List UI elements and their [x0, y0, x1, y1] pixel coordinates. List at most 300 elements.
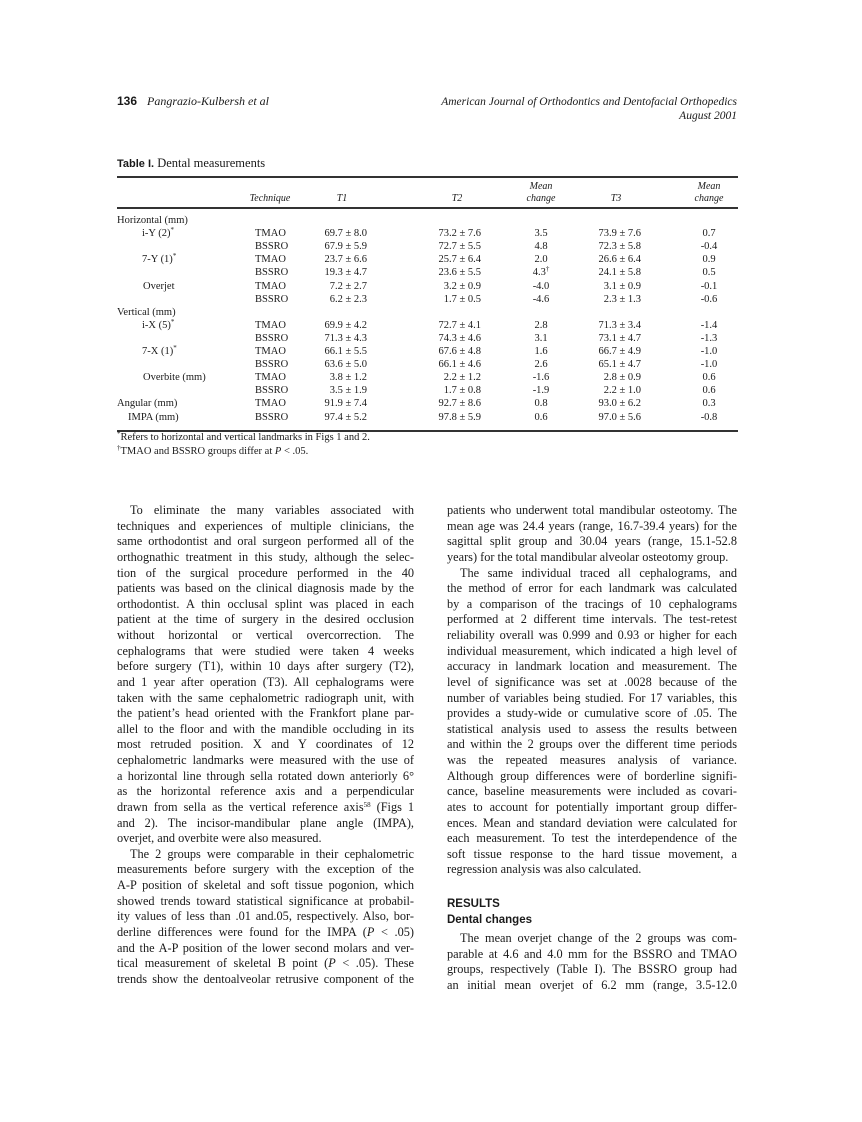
t3-cell [581, 253, 641, 266]
text-line [447, 831, 737, 847]
cell-value: TMAO [255, 346, 286, 357]
mean-change-2-cell [679, 397, 739, 410]
t3-cell [581, 280, 641, 293]
row-group-label [117, 306, 176, 319]
cell-value: BSSRO [255, 385, 289, 397]
footnote-mark: † [117, 444, 121, 452]
label-text: 7-Y (1) [142, 254, 173, 266]
header-line: change [526, 193, 556, 204]
table-title: Dental measurements [157, 156, 266, 170]
body-column-right [447, 503, 737, 994]
text-run: number of variables being studied. For 17 variables, this [447, 690, 737, 705]
technique-cell [255, 345, 286, 358]
cell-value: -0.4 [700, 241, 718, 253]
mean-change-2-cell [679, 293, 739, 306]
t3-cell [581, 332, 641, 345]
cell-value: 3.8 ± 1.2 [329, 372, 367, 384]
label-text: i-X (5) [142, 319, 171, 331]
t1-cell [307, 358, 367, 371]
text-run: The same individual traced all cephalograms, and [460, 565, 737, 580]
cell-value: 66.1 ± 5.5 [324, 346, 367, 357]
cell-value: BSSRO [255, 359, 289, 371]
text-run: and the A-P position of the lower second molars and ver- [117, 940, 414, 955]
t3-cell [581, 345, 641, 358]
t1-cell [307, 332, 367, 345]
text-line [117, 519, 414, 535]
row-group-label [117, 214, 188, 227]
label-text: Overbite (mm) [143, 372, 206, 384]
t1-cell [307, 227, 367, 240]
mean-change-1-cell [511, 227, 571, 240]
text-run: by a comparison of the tracings of 10 cephalograms [447, 596, 737, 611]
text-run: an initial mean overjet of 6.2 mm (range, 3.5-12.0 [447, 977, 737, 992]
cell-value: 19.3 ± 4.7 [324, 267, 367, 279]
technique-cell [255, 293, 288, 306]
text-line [447, 753, 737, 769]
t3-cell [581, 240, 641, 253]
text-line [117, 862, 414, 878]
text-line [117, 878, 414, 894]
page-number: 136 [117, 94, 138, 108]
cell-value: 24.1 ± 5.8 [598, 267, 641, 279]
mean-change-1-cell [511, 266, 571, 279]
text-line [117, 816, 414, 832]
t1-cell [307, 319, 367, 332]
mean-change-1-cell [511, 253, 571, 266]
row-label [128, 411, 179, 424]
cell-value: -1.0 [700, 359, 718, 371]
mean-change-2-cell [679, 411, 739, 424]
text-run: trends show the dentoalveolar retrusive component of the [117, 971, 414, 986]
label-text: IMPA (mm) [128, 411, 179, 423]
mean-change-2-cell [679, 266, 739, 279]
cell-value: 66.1 ± 4.6 [438, 359, 481, 371]
technique-cell [255, 411, 288, 424]
t2-cell [421, 345, 481, 358]
mean-change-1-cell [511, 397, 571, 410]
text-run: performed at 2 different time intervals. The test-retest [447, 612, 737, 627]
text-run: groups, respectively (Table I). The BSSRO group had [447, 962, 737, 977]
text-run: cephalograms that were studied were taken 4 weeks [117, 643, 414, 658]
cell-value: 4.8 [534, 241, 548, 253]
cell-value: TMAO [255, 319, 286, 331]
text-run: A-P position of skeletal and soft tissue pogonion, which [117, 878, 414, 892]
mean-change-1-cell [511, 371, 571, 384]
cell-value: 66.7 ± 4.9 [598, 346, 641, 357]
text-run: orthodontist. A thin occlusal splint was placed in each [117, 596, 414, 611]
text-run: provides a study-wide or cumulative score of .05. The [447, 706, 737, 721]
cell-value: 3.5 [534, 228, 548, 240]
cell-value: BSSRO [255, 332, 289, 344]
t3-cell [581, 227, 641, 240]
col-header-t3: T3 [610, 193, 622, 204]
text-run: ates to account for potentially important group differ- [447, 799, 737, 814]
header-line: Mean [697, 181, 721, 192]
text-line [447, 566, 737, 582]
landmark-footnote-mark: * [170, 226, 174, 235]
row-label [143, 280, 175, 293]
text-run: regression analysis was also calculated. [447, 862, 642, 877]
cell-value: BSSRO [255, 267, 289, 279]
text-run: To eliminate the many variables associated with [130, 503, 414, 517]
body-column-left [117, 503, 414, 987]
col-header-t1: T1 [336, 193, 348, 204]
text-run: a horizontal line through sella rotated down anteriorly 6° [117, 768, 414, 783]
text-run: mean age was 24.4 years (range, 16.7-39.4 years) for the [447, 518, 737, 533]
journal-name: American Journal of Orthodontics and Dentofacial Orthopedics [441, 96, 737, 108]
text-line [117, 581, 414, 597]
technique-cell [255, 384, 288, 397]
text-line [117, 644, 414, 660]
cell-value: 26.6 ± 6.4 [598, 254, 641, 266]
text-run: and within the 2 groups over the different time periods [447, 737, 737, 752]
cell-value: -4.0 [532, 280, 550, 292]
cell-value: 97.0 ± 5.6 [598, 411, 641, 423]
t3-cell [581, 397, 641, 410]
cell-value: 0.5 [702, 267, 716, 279]
mean-change-1-cell [511, 240, 571, 253]
row-group-label [117, 397, 177, 410]
text-run: and 1 year after operation (T3). All cephalograms were [117, 674, 414, 689]
cell-value: 25.7 ± 6.4 [438, 254, 481, 266]
mean-change-2-cell [679, 384, 739, 397]
text-run: < .05). These [335, 956, 414, 971]
cell-value: 63.6 ± 5.0 [324, 359, 367, 371]
text-line [447, 644, 737, 660]
cell-value: -1.6 [532, 372, 550, 384]
cell-value: 67.9 ± 5.9 [324, 241, 367, 253]
text-run: reliability overall was 0.999 and 0.93 or higher for each [447, 628, 737, 642]
cell-value: -1.4 [700, 319, 718, 331]
text-run: taken with the same cephalometric radiograph unit, with [117, 690, 414, 705]
text-line [117, 550, 414, 566]
mean-change-2-cell [679, 345, 739, 358]
text-run: was the repeated measures analysis of variance. [447, 753, 737, 767]
landmark-footnote-mark: * [172, 252, 177, 261]
cell-value: 2.8 ± 0.9 [603, 372, 641, 384]
col-header-mean-change-2 [679, 181, 739, 205]
italic-symbol: P [328, 956, 336, 971]
text-line [447, 931, 737, 947]
t3-cell [581, 266, 641, 279]
cell-value: 0.6 [702, 385, 716, 397]
cell-value: 0.9 [702, 254, 716, 266]
t2-cell [421, 384, 481, 397]
text-line [447, 550, 737, 566]
cell-value: 3.1 [534, 332, 548, 344]
italic-symbol: P [366, 924, 375, 939]
cell-value: TMAO [255, 398, 286, 410]
text-run: derline differences were found for the IMPA ( [117, 924, 367, 939]
text-run: soft tissue response to the hard tissue movement, a [447, 846, 737, 861]
text-run: the method of error for each landmark was calculated [447, 581, 737, 596]
row-label [143, 371, 206, 384]
t2-cell [421, 411, 481, 424]
mean-change-2-cell [679, 319, 739, 332]
text-line [117, 503, 414, 519]
text-line [117, 722, 414, 738]
technique-cell [255, 266, 288, 279]
technique-cell [255, 280, 286, 293]
mean-change-2-cell [679, 280, 739, 293]
t3-cell [581, 358, 641, 371]
text-run: tion of the surgical procedure performed in the 40 [117, 565, 414, 580]
cell-value: -0.6 [700, 293, 718, 305]
technique-cell [255, 227, 286, 240]
cell-value: 1.6 [534, 346, 548, 357]
row-label [142, 227, 174, 240]
cell-value: 73.2 ± 7.6 [438, 228, 481, 240]
label-text: Horizontal (mm) [117, 215, 188, 226]
cell-value: 0.6 [702, 372, 716, 384]
text-line [447, 612, 737, 628]
text-line [117, 612, 414, 628]
cell-value: 3.2 ± 0.9 [443, 280, 481, 292]
col-header-technique: Technique [249, 193, 291, 204]
text-run: most retruded position. X and Y coordinates of 12 [117, 737, 414, 752]
cell-value: 1.7 ± 0.8 [443, 385, 481, 397]
text-run: tical measurement of skeletal B point ( [117, 956, 329, 971]
footnote-mark: * [117, 430, 121, 438]
text-line [117, 737, 414, 753]
text-line [447, 847, 737, 863]
cell-value: 71.3 ± 3.4 [598, 319, 641, 331]
text-run: overjet, and overbite were also measured. [117, 831, 322, 846]
cell-value: -4.6 [532, 293, 550, 305]
footnote-p: P [274, 446, 282, 457]
cell-value: 2.2 ± 1.0 [603, 385, 641, 397]
mean-change-1-cell [511, 345, 571, 358]
cell-value: 74.3 ± 4.6 [438, 332, 481, 344]
t2-cell [421, 293, 481, 306]
table-top-rule [117, 176, 738, 178]
text-line [117, 972, 414, 988]
text-line [447, 978, 737, 994]
text-run: Although group differences were of borderline signifi- [447, 768, 737, 783]
t1-cell [307, 280, 367, 293]
text-run: level of significance was set at .0028 because of the [447, 674, 737, 689]
cell-value: 71.3 ± 4.3 [324, 332, 367, 344]
text-line [117, 706, 414, 722]
text-line [447, 503, 737, 519]
journal-header [441, 95, 737, 123]
cell-value: 65.1 ± 4.7 [598, 359, 641, 371]
t2-cell [421, 266, 481, 279]
header-line: change [694, 193, 724, 204]
text-line [117, 831, 414, 847]
text-run: as the horizontal reference axis and a perpendicular [117, 784, 414, 799]
mean-change-2-cell [679, 332, 739, 345]
text-run: patients who underwent total mandibular osteotomy. The [447, 503, 737, 517]
cell-value: 92.7 ± 8.6 [438, 398, 481, 410]
landmark-footnote-mark: * [170, 317, 175, 326]
text-run: techniques and experiences of multiple clinicians, the [117, 518, 414, 533]
label-text: i-Y (2) [142, 228, 171, 240]
t1-cell [307, 293, 367, 306]
text-run: before surgery (T1), within 10 days after surgery (T2), [117, 659, 414, 674]
cell-value: 2.6 [534, 359, 548, 371]
issue-date: August 2001 [679, 110, 737, 122]
text-run: ity values of less than .01 and.05, respectively. Also, bor- [117, 909, 414, 924]
cell-value: 0.8 [534, 398, 548, 410]
text-line [117, 597, 414, 613]
footnote-text: TMAO and BSSRO groups differ at [120, 446, 275, 457]
text-run: parable at 4.6 and 4.0 mm for the BSSRO and TMAO [447, 946, 737, 961]
text-line [117, 659, 414, 675]
cell-value: 2.8 [534, 319, 548, 331]
text-run: patients was based on the clinical diagnosis made by the [117, 581, 414, 596]
t1-cell [307, 253, 367, 266]
text-line [447, 534, 737, 550]
mean-change-1-cell [511, 332, 571, 345]
mean-change-2-cell [679, 227, 739, 240]
label-text: 7-X (1) [142, 346, 174, 357]
cell-value: 73.1 ± 4.7 [598, 332, 641, 344]
t3-cell [581, 319, 641, 332]
text-run: allel to the floor and with the mandible occluding in its [117, 721, 414, 736]
mean-change-1-cell [511, 411, 571, 424]
text-line [447, 519, 737, 535]
cell-value: 73.9 ± 7.6 [598, 228, 641, 240]
cell-value: 0.3 [702, 398, 716, 410]
text-line [447, 784, 737, 800]
cell-value: 91.9 ± 7.4 [324, 398, 367, 410]
t2-cell [421, 397, 481, 410]
cell-value: 69.9 ± 4.2 [324, 319, 367, 331]
mean-change-1-cell [511, 280, 571, 293]
text-line [117, 800, 414, 816]
t3-cell [581, 293, 641, 306]
cell-value: BSSRO [255, 293, 289, 305]
technique-cell [255, 319, 286, 332]
cell-value: 97.4 ± 5.2 [324, 411, 367, 423]
methods-continued [447, 503, 737, 878]
cell-value: 67.6 ± 4.8 [438, 346, 481, 357]
cell-value: 2.2 ± 1.2 [443, 372, 481, 384]
text-line [447, 947, 737, 963]
t2-cell [421, 371, 481, 384]
mean-change-1-cell [511, 358, 571, 371]
text-line [447, 659, 737, 675]
t3-cell [581, 371, 641, 384]
text-run: orthognathic treatment in this study, although the selec- [117, 549, 414, 564]
cell-value: 2.3 ± 1.3 [603, 293, 641, 305]
table-header-rule [117, 207, 738, 209]
cell-value: 7.2 ± 2.7 [329, 280, 367, 292]
text-line [447, 628, 737, 644]
citation-superscript: 58 [363, 800, 371, 809]
row-label [142, 319, 174, 332]
text-run: The mean overjet change of the 2 groups was com- [460, 931, 737, 945]
t2-cell [421, 319, 481, 332]
t1-cell [307, 240, 367, 253]
cell-value: BSSRO [255, 411, 289, 423]
mean-change-2-cell [679, 240, 739, 253]
cell-value: 23.6 ± 5.5 [438, 267, 481, 279]
technique-cell [255, 397, 286, 410]
cell-value: 4.3 [532, 267, 546, 279]
header-line: Mean [529, 181, 553, 192]
text-run: drawn from sella as the vertical reference axis [117, 799, 364, 814]
col-header-mean-change-1 [511, 181, 571, 205]
text-run: measurements before surgery with the exception of the [117, 862, 414, 877]
text-line [447, 691, 737, 707]
text-run: and 2). The incisor-mandibular plane angle (IMPA), [117, 815, 414, 830]
cell-value: 3.5 ± 1.9 [329, 385, 367, 397]
technique-cell [255, 253, 286, 266]
text-line [447, 675, 737, 691]
footnote-significance [117, 446, 308, 457]
mean-change-1-cell [511, 293, 571, 306]
text-line [117, 628, 414, 644]
row-label [142, 345, 177, 358]
text-run: sagittal split group and 30.04 years (range, 15.1-52.8 [447, 534, 737, 549]
text-run: individual measurement, which indicated a high level of [447, 643, 737, 658]
text-run: < .05) [374, 924, 414, 939]
cell-value: 1.7 ± 0.5 [443, 293, 481, 305]
text-line [447, 581, 737, 597]
cell-value: 72.7 ± 5.5 [438, 241, 481, 253]
text-line [117, 894, 414, 910]
cell-value: TMAO [255, 372, 286, 384]
text-line [447, 800, 737, 816]
text-line [447, 769, 737, 785]
cell-value: TMAO [255, 280, 286, 292]
text-line [117, 691, 414, 707]
t2-cell [421, 358, 481, 371]
text-run: showed trends toward statistical significance at probabil- [117, 893, 414, 908]
cell-value: 23.7 ± 6.6 [324, 254, 367, 266]
cell-value: 97.8 ± 5.9 [438, 411, 481, 423]
cell-value: -1.9 [532, 385, 550, 397]
footnote-landmarks [117, 432, 370, 443]
text-line [117, 753, 414, 769]
text-run: same orthodontist and oral surgeon performed all of the [117, 534, 414, 549]
mean-change-2-cell [679, 371, 739, 384]
t3-cell [581, 411, 641, 424]
cell-value: 69.7 ± 8.0 [324, 228, 367, 240]
text-run: statistical analysis used to assess the results between [447, 721, 737, 736]
section-heading-results: RESULTS [447, 898, 500, 910]
technique-cell [255, 240, 288, 253]
text-line [117, 566, 414, 582]
table-label: Table I. [117, 158, 155, 170]
t1-cell [307, 371, 367, 384]
text-run: the patient’s head oriented with the Frankfort plane par- [117, 706, 414, 721]
cell-value: 72.7 ± 4.1 [438, 319, 481, 331]
text-run: each measurement. To test the interdependence of the [447, 831, 737, 846]
cell-value: -0.8 [700, 411, 718, 423]
mean-change-2-cell [679, 253, 739, 266]
t2-cell [421, 240, 481, 253]
label-text: Vertical (mm) [117, 306, 176, 318]
text-run: (Figs 1 [370, 799, 414, 814]
text-run: without horizontal or vertical overcorrection. The [117, 628, 414, 642]
text-run: ences. Mean and standard deviation were calculated for [447, 815, 737, 830]
cell-value: 2.0 [534, 254, 548, 266]
text-line [447, 816, 737, 832]
technique-cell [255, 358, 288, 371]
text-line [447, 737, 737, 753]
text-line [447, 722, 737, 738]
text-line [117, 534, 414, 550]
t2-cell [421, 227, 481, 240]
text-line [117, 956, 414, 972]
cell-value: 72.3 ± 5.8 [598, 241, 641, 253]
text-line [447, 962, 737, 978]
text-line [117, 925, 414, 941]
text-run: patient at the time of surgery in the desired occlusion [117, 612, 414, 627]
